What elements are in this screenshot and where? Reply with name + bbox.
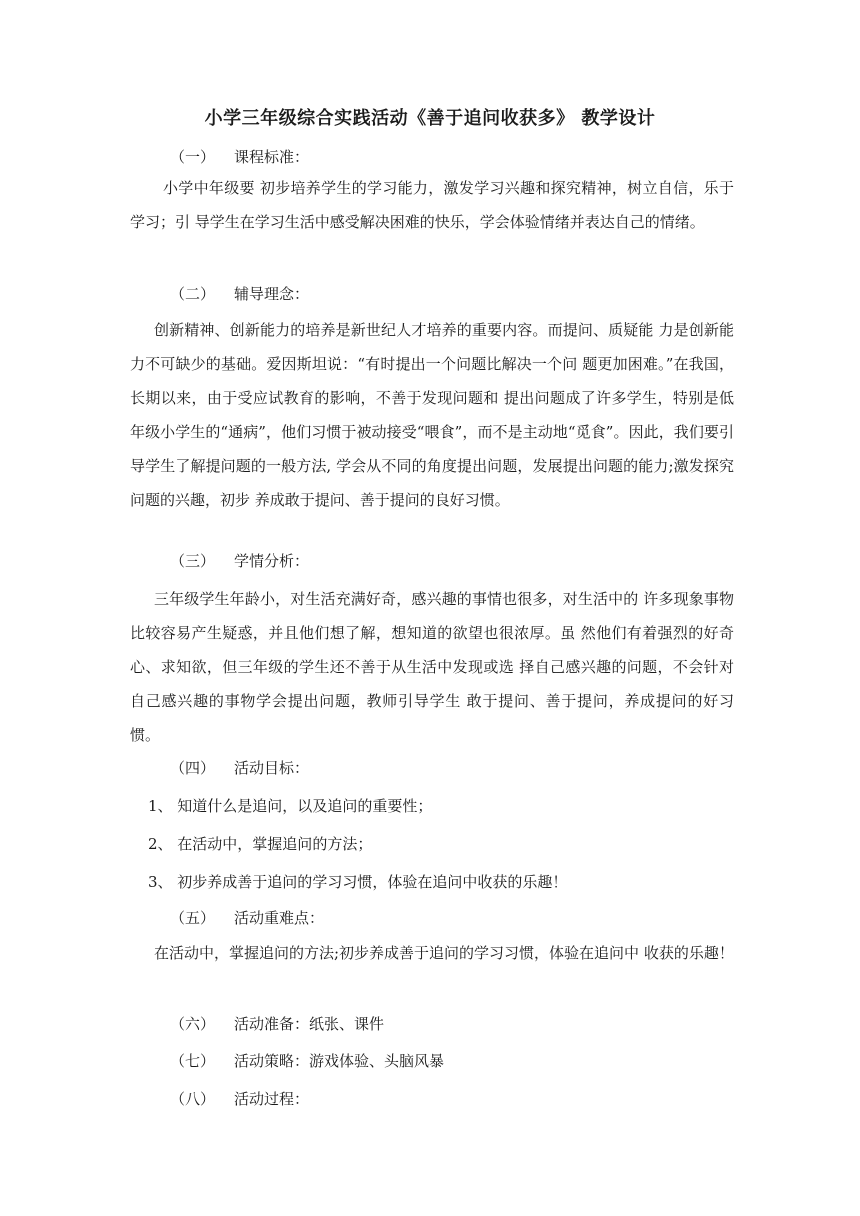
paragraph-standard: 小学中年级要 初步培养学生的学习能力，激发学习兴趣和探究精神，树立自信，乐于学习；引 导学生在学习生活中感受解决困难的快乐，学会体验情绪并表达自己的情绪。: [130, 179, 734, 231]
section-heading-1: [170, 146, 309, 168]
section-label: 活动目标：: [234, 759, 310, 777]
section-number: （五）: [170, 909, 216, 927]
section-heading-5: [170, 907, 324, 929]
section-label: 活动策略：游戏体验、头脑风暴: [234, 1052, 445, 1070]
section-heading-2: [170, 283, 309, 305]
section-heading-7: [170, 1050, 444, 1072]
section-number: （八）: [170, 1090, 216, 1108]
objective-item: 1、 知道什么是追问，以及追问的重要性；: [148, 797, 433, 815]
section-label: 活动过程：: [234, 1090, 310, 1108]
section-label: 活动重难点：: [234, 909, 325, 927]
section-number: （二）: [170, 285, 216, 303]
section-heading-6: [170, 1013, 384, 1035]
paragraph-keypoints: 在活动中，掌握追问的方法;初步养成善于追问的学习习惯，体验在追问中 收获的乐趣！: [154, 944, 734, 962]
section-number: （一）: [170, 148, 216, 166]
section-number: （七）: [170, 1052, 216, 1070]
section-number: （四）: [170, 759, 216, 777]
objective-item: 3、 初步养成善于追问的学习习惯，体验在追问中收获的乐趣！: [148, 873, 568, 891]
section-number: （三）: [170, 552, 216, 570]
document-title: 小学三年级综合实践活动《善于追问收获多》 教学设计: [204, 108, 656, 129]
objective-item: 2、 在活动中，掌握追问的方法；: [148, 835, 373, 853]
section-number: （六）: [170, 1015, 216, 1033]
section-label: 学情分析：: [234, 552, 310, 570]
section-label: 辅导理念：: [234, 285, 310, 303]
paragraph-analysis: 三年级学生年龄小，对生活充满好奇，感兴趣的事情也很多，对生活中的 许多现象事物比较容易产生疑惑，并且他们想了解，想知道的欲望也很浓厚。虽 然他们有着强烈的好奇心、求知欲，但三年级的学生还不善于从生活中发现或选 择自己感兴趣的问题，不会针对自己感兴趣的事物学会提出问题，教师引导学生 敢于提问、善于提问，养成提问的好习惯。: [130, 590, 734, 744]
section-heading-8: [170, 1088, 309, 1110]
section-label: 活动准备：纸张、课件: [234, 1015, 385, 1033]
section-label: 课程标准：: [234, 148, 310, 166]
paragraph-philosophy: 创新精神、创新能力的培养是新世纪人才培养的重要内容。而提问、质疑能 力是创新能力不可缺少的基础。爱因斯坦说：“有时提出一个问题比解决一个问 题更加困难。”在我国，长期以来，由于受应试教育的影响，不善于发现问题和 提出问题成了许多学生，特别是低年级小学生的“通病”，他们习惯于被动接受“喂食”，而不是主动地“觅食”。因此，我们要引导学生了解提问题的一般方法, 学会从不同的角度提出问题，发展提出问题的能力;激发探究问题的兴趣，初步 养成敢于提问、善于提问的良好习惯。: [130, 321, 734, 509]
section-heading-4: [170, 757, 309, 779]
section-heading-3: [170, 550, 309, 572]
